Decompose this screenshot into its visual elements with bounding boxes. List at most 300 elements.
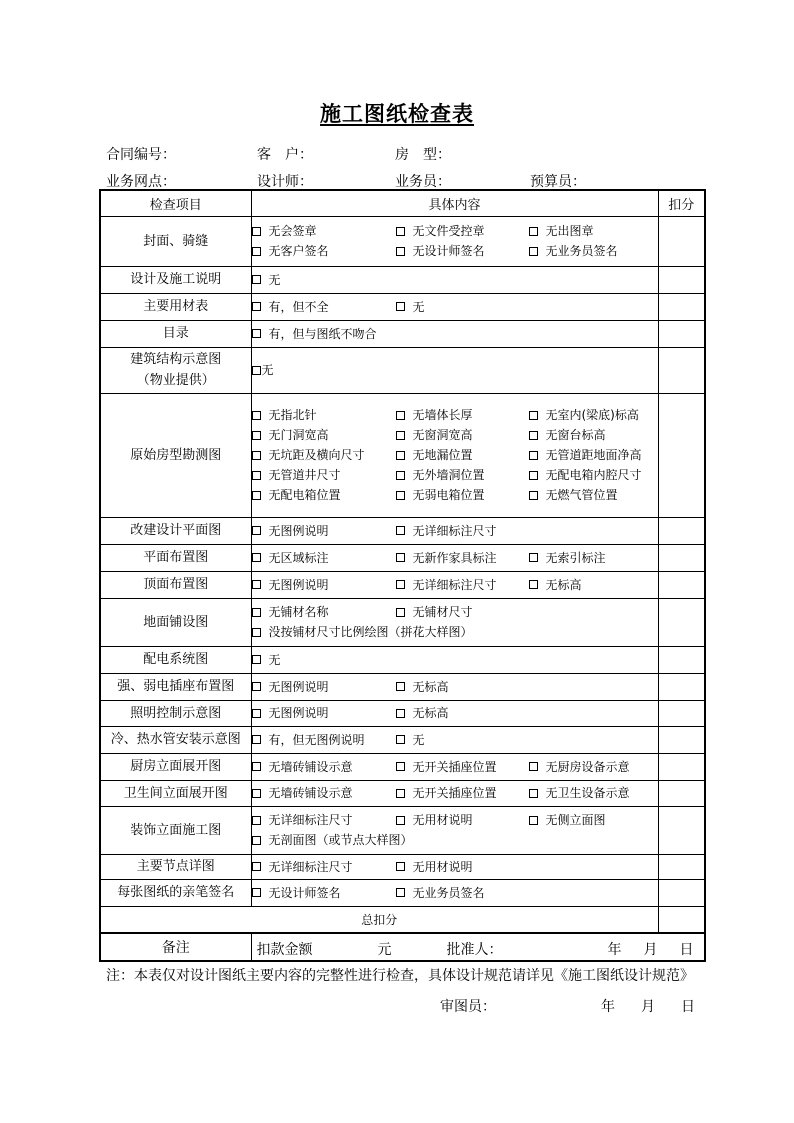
table-row xyxy=(100,673,705,700)
checkbox-label: 无标高 xyxy=(412,706,449,720)
checkbox-label: 无设计师签名 xyxy=(268,885,341,900)
option-line xyxy=(252,485,658,505)
option-line xyxy=(252,810,658,830)
checkbox-option[interactable] xyxy=(396,701,529,725)
check-content-cell xyxy=(251,216,658,266)
check-item-label: 建筑结构示意图 （物业提供） xyxy=(100,347,251,393)
checkbox-label: 无详细标注尺寸 xyxy=(268,813,353,827)
table-row xyxy=(100,806,705,854)
check-content-cell xyxy=(251,598,658,646)
checkbox-label: 无铺材名称 xyxy=(268,605,329,619)
check-content-cell xyxy=(251,517,658,544)
col-header-content: 具体内容 xyxy=(251,190,658,216)
checkbox-label: 无室内(梁底)标高 xyxy=(545,408,639,422)
day-label: 日 xyxy=(679,942,694,958)
option-line xyxy=(252,322,658,346)
checkbox-label: 无新作家具标注 xyxy=(412,550,497,565)
checkbox-label: 无图例说明 xyxy=(268,523,329,538)
check-item-label: 设计及施工说明 xyxy=(100,266,251,293)
checkbox-label: 无业务员签名 xyxy=(412,885,485,900)
check-item-label: 配电系统图 xyxy=(100,646,251,673)
checkbox-icon[interactable] xyxy=(396,471,405,480)
checkbox-label: 无墙体长厚 xyxy=(412,408,473,422)
score-cell[interactable] xyxy=(658,517,705,544)
checkbox-label: 无 xyxy=(268,652,281,667)
table-row xyxy=(100,544,705,571)
total-row xyxy=(100,906,705,933)
checkbox-option[interactable] xyxy=(252,405,396,425)
house-type-label: 房 型： xyxy=(395,147,451,163)
checkbox-label: 无开关插座位置 xyxy=(412,786,497,800)
checkbox-label: 无侧立面图 xyxy=(545,813,606,827)
checkbox-icon[interactable] xyxy=(252,628,261,637)
score-cell[interactable] xyxy=(658,700,705,726)
check-content-cell xyxy=(251,806,658,854)
checkbox-icon[interactable] xyxy=(252,302,261,311)
checkbox-icon[interactable] xyxy=(396,888,405,897)
checkbox-option[interactable] xyxy=(252,810,396,830)
checkbox-option[interactable] xyxy=(529,405,649,425)
total-score-label: 总扣分 xyxy=(100,906,658,933)
checkbox-icon[interactable] xyxy=(396,789,405,798)
footer-year: 年 xyxy=(601,999,615,1015)
checkbox-icon[interactable] xyxy=(252,491,261,500)
option-line xyxy=(252,781,658,805)
check-item-label: 封面、骑缝 xyxy=(100,216,251,266)
checkbox-icon[interactable] xyxy=(396,431,405,440)
checkbox-icon[interactable] xyxy=(252,789,261,798)
approver-label: 批准人： xyxy=(446,942,503,958)
checkbox-option[interactable] xyxy=(396,241,529,261)
check-item-label: 装饰立面施工图 xyxy=(100,806,251,854)
checkbox-option[interactable] xyxy=(252,445,396,465)
score-cell[interactable] xyxy=(658,571,705,598)
checkbox-icon[interactable] xyxy=(252,655,261,664)
checkbox-option[interactable] xyxy=(252,519,396,543)
footer-day: 日 xyxy=(681,999,695,1015)
check-item-label: 每张图纸的亲笔签名 xyxy=(100,879,251,906)
checkbox-icon[interactable] xyxy=(396,526,405,535)
option-line xyxy=(252,701,658,725)
option-line xyxy=(252,755,658,779)
checkbox-label: 无管道距地面净高 xyxy=(545,448,642,462)
option-line xyxy=(252,358,658,382)
checkbox-icon[interactable] xyxy=(529,451,538,460)
checkbox-option[interactable] xyxy=(252,855,396,879)
check-content-cell xyxy=(251,347,658,393)
checkbox-option[interactable] xyxy=(529,425,649,445)
table-row xyxy=(100,266,705,293)
remark-content xyxy=(251,933,705,961)
checkbox-icon[interactable] xyxy=(252,227,261,236)
checkbox-icon[interactable] xyxy=(396,608,405,617)
checkbox-label: 无墙砖铺设示意 xyxy=(268,786,353,800)
score-cell[interactable] xyxy=(658,854,705,879)
checkbox-icon[interactable] xyxy=(252,553,261,562)
checkbox-label: 无 xyxy=(261,363,274,377)
table-row xyxy=(100,700,705,726)
score-cell[interactable] xyxy=(658,780,705,806)
checkbox-icon[interactable] xyxy=(529,762,538,771)
checkbox-label: 无图例说明 xyxy=(268,706,329,720)
checkbox-option[interactable] xyxy=(252,322,532,346)
checkbox-icon[interactable] xyxy=(529,411,538,420)
check-item-label: 卫生间立面展开图 xyxy=(100,780,251,806)
year-label: 年 xyxy=(607,942,622,958)
checkbox-label: 无 xyxy=(412,732,425,747)
score-cell[interactable] xyxy=(658,646,705,673)
checkbox-label: 无外墙洞位置 xyxy=(412,468,485,482)
checkbox-option[interactable] xyxy=(396,781,529,805)
checkbox-option[interactable] xyxy=(252,728,396,752)
checkbox-label: 无客户签名 xyxy=(268,244,329,258)
option-line xyxy=(252,648,658,672)
checkbox-option[interactable] xyxy=(252,465,396,485)
checkbox-label: 没按铺材尺寸比例绘图（拼花大样图） xyxy=(268,625,473,639)
checkbox-label: 无配电箱位置 xyxy=(268,488,341,502)
checkbox-icon[interactable] xyxy=(396,247,405,256)
check-content-cell xyxy=(251,726,658,753)
table-row xyxy=(100,646,705,673)
check-item-label: 强、弱电插座布置图 xyxy=(100,673,251,700)
designer-label: 设计师： xyxy=(257,174,313,190)
check-item-label: 原始房型勘测图 xyxy=(100,393,251,517)
checkbox-label: 无厨房设备示意 xyxy=(545,759,630,774)
score-cell[interactable] xyxy=(658,266,705,293)
checkbox-option[interactable] xyxy=(396,425,529,445)
checkbox-icon[interactable] xyxy=(252,888,261,897)
check-item-label: 主要用材表 xyxy=(100,293,251,320)
check-item-label: 改建设计平面图 xyxy=(100,517,251,544)
score-cell[interactable] xyxy=(658,673,705,700)
checkbox-option[interactable] xyxy=(529,221,649,241)
checkbox-option[interactable] xyxy=(252,546,396,570)
checkbox-option[interactable] xyxy=(252,358,396,382)
reviewer-label: 审图员： xyxy=(440,999,496,1015)
checkbox-label: 无地漏位置 xyxy=(412,448,473,462)
table-row xyxy=(100,726,705,753)
checkbox-option[interactable] xyxy=(252,781,396,805)
check-content-cell xyxy=(251,854,658,879)
checkbox-icon[interactable] xyxy=(252,580,261,589)
check-item-label: 目录 xyxy=(100,320,251,347)
checkbox-option[interactable] xyxy=(529,465,649,485)
checkbox-label: 无开关插座位置 xyxy=(412,759,497,774)
score-cell[interactable] xyxy=(658,544,705,571)
customer-label: 客 户： xyxy=(257,147,313,163)
checkbox-icon[interactable] xyxy=(529,553,538,562)
option-line xyxy=(252,546,658,570)
checkbox-option[interactable] xyxy=(529,781,649,805)
score-cell[interactable] xyxy=(658,393,705,517)
checkbox-icon[interactable] xyxy=(252,608,261,617)
checkbox-option[interactable] xyxy=(252,701,396,725)
check-item-label: 平面布置图 xyxy=(100,544,251,571)
option-line xyxy=(252,405,658,425)
checkbox-icon[interactable] xyxy=(529,789,538,798)
col-header-score: 扣分 xyxy=(658,190,705,216)
checkbox-option[interactable] xyxy=(529,755,649,779)
checkbox-label: 无业务员签名 xyxy=(545,244,618,258)
option-line xyxy=(252,221,658,241)
checkbox-option[interactable] xyxy=(529,810,649,830)
checkbox-option[interactable] xyxy=(252,241,396,261)
checkbox-icon[interactable] xyxy=(252,451,261,460)
check-item-label: 冷、热水管安装示意图 xyxy=(100,726,251,753)
option-line xyxy=(252,268,658,292)
checkbox-icon[interactable] xyxy=(529,580,538,589)
col-header-item: 检查项目 xyxy=(100,190,251,216)
checkbox-option[interactable] xyxy=(396,810,529,830)
checkbox-icon[interactable] xyxy=(396,411,405,420)
checkbox-label: 无卫生设备示意 xyxy=(545,786,630,800)
check-content-cell xyxy=(251,646,658,673)
checkbox-icon[interactable] xyxy=(252,862,261,871)
option-line xyxy=(252,855,658,879)
table-row xyxy=(100,320,705,347)
checkbox-label: 无铺材尺寸 xyxy=(412,605,473,619)
checkbox-option[interactable] xyxy=(396,485,529,505)
checkbox-icon[interactable] xyxy=(396,709,405,718)
checkbox-option[interactable] xyxy=(396,465,529,485)
branch-label: 业务网点： xyxy=(106,174,176,190)
table-row xyxy=(100,393,705,517)
option-line xyxy=(252,445,658,465)
checkbox-label: 无标高 xyxy=(545,577,582,592)
checkbox-icon[interactable] xyxy=(529,227,538,236)
option-line xyxy=(252,241,658,261)
checkbox-option[interactable] xyxy=(396,295,529,319)
option-line xyxy=(252,295,658,319)
checkbox-option[interactable] xyxy=(396,728,529,752)
checkbox-option[interactable] xyxy=(396,602,529,622)
check-item-label: 照明控制示意图 xyxy=(100,700,251,726)
total-score-cell[interactable] xyxy=(658,906,705,933)
check-content-cell xyxy=(251,879,658,906)
checkbox-icon[interactable] xyxy=(252,366,261,375)
checkbox-option[interactable] xyxy=(396,855,529,879)
checkbox-icon[interactable] xyxy=(396,302,405,311)
score-cell[interactable] xyxy=(658,293,705,320)
score-cell[interactable] xyxy=(658,347,705,393)
check-content-cell xyxy=(251,544,658,571)
checkbox-option[interactable] xyxy=(252,268,396,292)
contract-no-label: 合同编号： xyxy=(106,147,176,163)
checkbox-icon[interactable] xyxy=(252,526,261,535)
score-cell[interactable] xyxy=(658,726,705,753)
checkbox-icon[interactable] xyxy=(396,491,405,500)
option-line xyxy=(252,622,658,642)
check-content-cell xyxy=(251,320,658,347)
form-title: 施工图纸检查表 xyxy=(320,101,474,126)
option-line xyxy=(252,425,658,445)
table-row xyxy=(100,293,705,320)
table-row xyxy=(100,598,705,646)
checkbox-option[interactable] xyxy=(252,675,396,699)
checkbox-option[interactable] xyxy=(396,519,529,543)
check-content-cell xyxy=(251,266,658,293)
checkbox-icon[interactable] xyxy=(529,471,538,480)
checkbox-label: 无剖面图（或节点大样图） xyxy=(268,833,413,847)
table-row xyxy=(100,216,705,266)
checkbox-option[interactable] xyxy=(252,295,396,319)
checkbox-icon[interactable] xyxy=(396,227,405,236)
checkbox-label: 无详细标注尺寸 xyxy=(412,523,497,538)
checkbox-option[interactable] xyxy=(252,881,396,905)
checkbox-icon[interactable] xyxy=(252,735,261,744)
check-content-cell xyxy=(251,673,658,700)
checkbox-label: 无管道井尺寸 xyxy=(268,468,341,482)
checkbox-option[interactable] xyxy=(396,881,529,905)
checkbox-label: 无 xyxy=(268,272,281,287)
checkbox-label: 无标高 xyxy=(412,679,449,694)
yuan-label: 元 xyxy=(377,942,392,958)
check-content-cell xyxy=(251,780,658,806)
checkbox-option[interactable] xyxy=(529,445,649,465)
check-content-cell xyxy=(251,753,658,780)
checkbox-icon[interactable] xyxy=(529,247,538,256)
check-content-cell xyxy=(251,393,658,517)
checkbox-option[interactable] xyxy=(252,573,396,597)
check-content-cell xyxy=(251,700,658,726)
option-line xyxy=(252,675,658,699)
check-item-label: 地面铺设图 xyxy=(100,598,251,646)
score-cell[interactable] xyxy=(658,753,705,780)
checkbox-icon[interactable] xyxy=(252,836,261,845)
footnote: 注：本表仅对设计图纸主要内容的完整性进行检查，具体设计规范请详见《施工图纸设计规范》 xyxy=(106,968,694,984)
option-line xyxy=(252,728,658,752)
checkbox-option[interactable] xyxy=(396,755,529,779)
checkbox-option[interactable] xyxy=(529,485,649,505)
checkbox-label: 无详细标注尺寸 xyxy=(268,859,353,874)
checkbox-label: 无配电箱内腔尺寸 xyxy=(545,468,642,482)
footer-month: 月 xyxy=(641,999,655,1015)
checkbox-icon[interactable] xyxy=(252,762,261,771)
checkbox-icon[interactable] xyxy=(252,816,261,825)
option-line xyxy=(252,602,658,622)
checkbox-option[interactable] xyxy=(252,221,396,241)
checkbox-icon[interactable] xyxy=(396,862,405,871)
checkbox-icon[interactable] xyxy=(396,762,405,771)
checkbox-icon[interactable] xyxy=(396,553,405,562)
checkbox-label: 无坑距及横向尺寸 xyxy=(268,448,365,462)
checkbox-option[interactable] xyxy=(252,622,532,642)
check-item-label: 顶面布置图 xyxy=(100,571,251,598)
budgeter-label: 预算员： xyxy=(530,174,586,190)
table-row xyxy=(100,571,705,598)
option-line xyxy=(252,573,658,597)
checkbox-icon[interactable] xyxy=(396,816,405,825)
checkbox-icon[interactable] xyxy=(529,491,538,500)
checkbox-icon[interactable] xyxy=(529,431,538,440)
checkbox-label: 无文件受控章 xyxy=(412,224,485,238)
checkbox-option[interactable] xyxy=(252,830,532,850)
checkbox-option[interactable] xyxy=(529,241,649,261)
checkbox-icon[interactable] xyxy=(529,816,538,825)
score-cell[interactable] xyxy=(658,598,705,646)
checkbox-label: 无窗台标高 xyxy=(545,428,606,442)
check-content-cell xyxy=(251,293,658,320)
score-cell[interactable] xyxy=(658,879,705,906)
checkbox-label: 无墙砖铺设示意 xyxy=(268,759,353,774)
checkbox-icon[interactable] xyxy=(252,275,261,284)
checkbox-icon[interactable] xyxy=(252,431,261,440)
checkbox-option[interactable] xyxy=(529,546,649,570)
checkbox-option[interactable] xyxy=(252,425,396,445)
checkbox-label: 无指北针 xyxy=(268,408,317,422)
checkbox-option[interactable] xyxy=(396,546,529,570)
option-line xyxy=(252,519,658,543)
checkbox-label: 无窗洞宽高 xyxy=(412,428,473,442)
checkbox-icon[interactable] xyxy=(252,709,261,718)
checkbox-label: 无会签章 xyxy=(268,224,317,238)
remark-row xyxy=(100,933,705,961)
checkbox-option[interactable] xyxy=(396,445,529,465)
checkbox-label: 无图例说明 xyxy=(268,577,329,592)
checkbox-icon[interactable] xyxy=(396,580,405,589)
checkbox-label: 无详细标注尺寸 xyxy=(412,577,497,592)
check-item-label: 厨房立面展开图 xyxy=(100,753,251,780)
salesman-label: 业务员： xyxy=(395,174,451,190)
checkbox-label: 无燃气管位置 xyxy=(545,488,618,502)
checkbox-icon[interactable] xyxy=(396,735,405,744)
checkbox-icon[interactable] xyxy=(252,247,261,256)
table-row xyxy=(100,780,705,806)
checkbox-label: 有，但不全 xyxy=(268,299,329,314)
check-content-cell xyxy=(251,571,658,598)
check-item-label: 主要节点详图 xyxy=(100,854,251,879)
inspection-table xyxy=(99,189,706,962)
checkbox-option[interactable] xyxy=(396,405,529,425)
score-cell[interactable] xyxy=(658,806,705,854)
option-line xyxy=(252,465,658,485)
checkbox-option[interactable] xyxy=(252,755,396,779)
checkbox-label: 无用材说明 xyxy=(412,859,473,874)
checkbox-label: 无用材说明 xyxy=(412,813,473,827)
checkbox-label: 无出图章 xyxy=(545,224,594,238)
checkbox-label: 无弱电箱位置 xyxy=(412,488,485,502)
checkbox-label: 无 xyxy=(412,299,425,314)
checkbox-label: 无图例说明 xyxy=(268,679,329,694)
checkbox-label: 无索引标注 xyxy=(545,550,606,565)
table-header-row xyxy=(100,190,705,216)
table-row xyxy=(100,879,705,906)
checkbox-option[interactable] xyxy=(396,675,529,699)
remark-label: 备注 xyxy=(100,933,251,961)
checkbox-option[interactable] xyxy=(529,573,649,597)
month-label: 月 xyxy=(643,942,658,958)
checkbox-icon[interactable] xyxy=(252,411,261,420)
table-row xyxy=(100,517,705,544)
checkbox-icon[interactable] xyxy=(396,682,405,691)
option-line xyxy=(252,881,658,905)
checkbox-label: 无门洞宽高 xyxy=(268,428,329,442)
score-cell[interactable] xyxy=(658,320,705,347)
checkbox-label: 有，但与图纸不吻合 xyxy=(268,326,377,341)
checkbox-option[interactable] xyxy=(396,221,529,241)
score-cell[interactable] xyxy=(658,216,705,266)
checkbox-icon[interactable] xyxy=(252,682,261,691)
checkbox-icon[interactable] xyxy=(252,471,261,480)
deduct-amount-label: 扣款金额 xyxy=(256,942,313,958)
checkbox-icon[interactable] xyxy=(396,451,405,460)
table-row xyxy=(100,753,705,780)
checkbox-option[interactable] xyxy=(396,573,529,597)
checkbox-option[interactable] xyxy=(252,602,396,622)
checkbox-option[interactable] xyxy=(252,485,396,505)
checkbox-option[interactable] xyxy=(252,648,396,672)
checkbox-icon[interactable] xyxy=(252,329,261,338)
